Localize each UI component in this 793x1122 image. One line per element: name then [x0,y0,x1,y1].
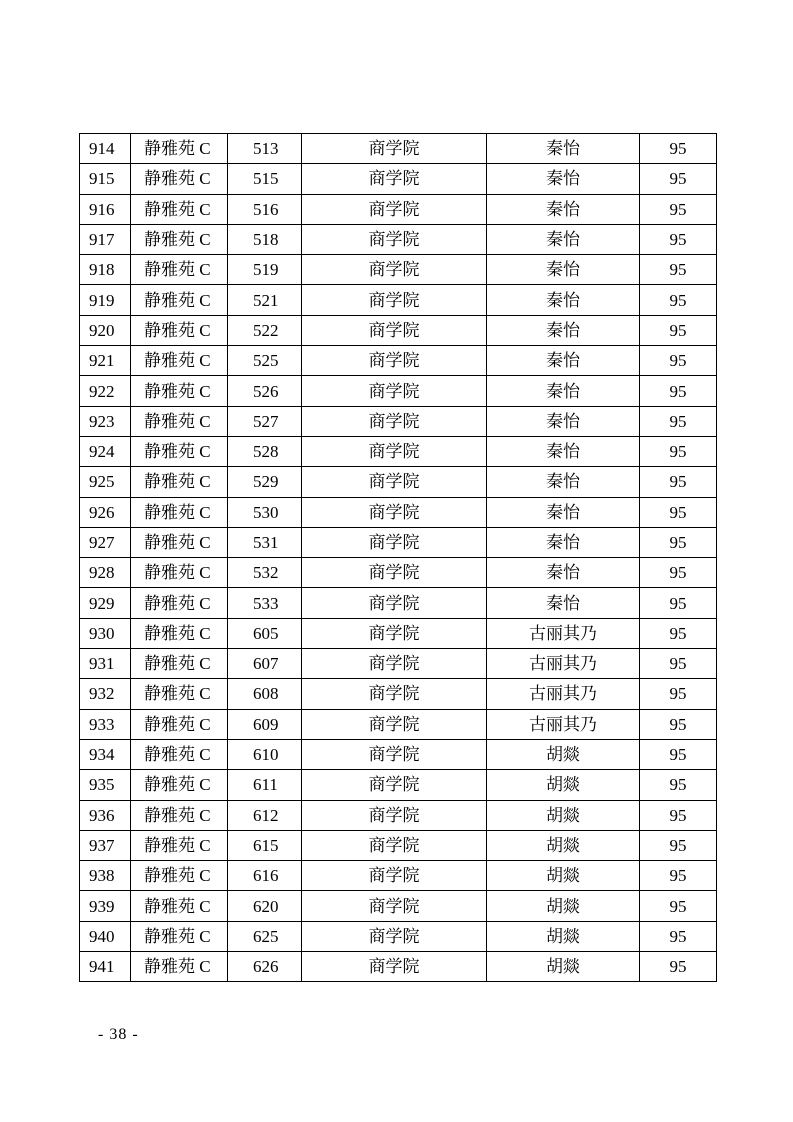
score-cell: 95 [640,527,717,557]
name-cell: 秦怡 [487,588,640,618]
building-cell: 静雅苑 C [131,134,228,164]
record-index-cell: 935 [80,770,131,800]
score-cell: 95 [640,739,717,769]
college-cell: 商学院 [302,406,487,436]
building-cell: 静雅苑 C [131,558,228,588]
building-cell: 静雅苑 C [131,436,228,466]
record-index-cell: 914 [80,134,131,164]
name-cell: 秦怡 [487,194,640,224]
table-row [80,649,717,679]
score-cell: 95 [640,800,717,830]
table-row [80,891,717,921]
name-cell: 胡燚 [487,891,640,921]
building-cell: 静雅苑 C [131,830,228,860]
college-cell: 商学院 [302,891,487,921]
table-row [80,830,717,860]
college-cell: 商学院 [302,436,487,466]
name-cell: 胡燚 [487,921,640,951]
page-number: - 38 - [98,1026,139,1043]
building-cell: 静雅苑 C [131,709,228,739]
college-cell: 商学院 [302,346,487,376]
building-cell: 静雅苑 C [131,224,228,254]
building-cell: 静雅苑 C [131,921,228,951]
college-cell: 商学院 [302,952,487,982]
table-row [80,861,717,891]
record-table [79,133,717,982]
table-row [80,255,717,285]
record-index-cell: 921 [80,346,131,376]
building-cell: 静雅苑 C [131,346,228,376]
building-cell: 静雅苑 C [131,285,228,315]
record-index-cell: 920 [80,315,131,345]
name-cell: 秦怡 [487,558,640,588]
college-cell: 商学院 [302,709,487,739]
name-cell: 秦怡 [487,497,640,527]
record-index-cell: 940 [80,921,131,951]
building-cell: 静雅苑 C [131,800,228,830]
room-number-cell: 513 [228,134,302,164]
building-cell: 静雅苑 C [131,467,228,497]
record-index-cell: 929 [80,588,131,618]
name-cell: 秦怡 [487,406,640,436]
building-cell: 静雅苑 C [131,164,228,194]
name-cell: 胡燚 [487,770,640,800]
record-index-cell: 927 [80,527,131,557]
room-number-cell: 609 [228,709,302,739]
college-cell: 商学院 [302,558,487,588]
college-cell: 商学院 [302,224,487,254]
building-cell: 静雅苑 C [131,527,228,557]
room-number-cell: 611 [228,770,302,800]
building-cell: 静雅苑 C [131,679,228,709]
record-index-cell: 939 [80,891,131,921]
name-cell: 胡燚 [487,861,640,891]
college-cell: 商学院 [302,194,487,224]
score-cell: 95 [640,497,717,527]
room-number-cell: 531 [228,527,302,557]
name-cell: 古丽其乃 [487,709,640,739]
college-cell: 商学院 [302,376,487,406]
name-cell: 秦怡 [487,285,640,315]
name-cell: 古丽其乃 [487,618,640,648]
table-row [80,618,717,648]
table-row [80,346,717,376]
table-row [80,194,717,224]
room-number-cell: 529 [228,467,302,497]
college-cell: 商学院 [302,739,487,769]
building-cell: 静雅苑 C [131,194,228,224]
building-cell: 静雅苑 C [131,406,228,436]
building-cell: 静雅苑 C [131,315,228,345]
table-row [80,679,717,709]
record-index-cell: 938 [80,861,131,891]
record-index-cell: 932 [80,679,131,709]
table-row [80,134,717,164]
building-cell: 静雅苑 C [131,588,228,618]
record-index-cell: 923 [80,406,131,436]
record-index-cell: 937 [80,830,131,860]
college-cell: 商学院 [302,679,487,709]
college-cell: 商学院 [302,861,487,891]
building-cell: 静雅苑 C [131,649,228,679]
score-cell: 95 [640,679,717,709]
table-row [80,952,717,982]
building-cell: 静雅苑 C [131,739,228,769]
room-number-cell: 533 [228,588,302,618]
room-number-cell: 522 [228,315,302,345]
table-row [80,467,717,497]
room-number-cell: 519 [228,255,302,285]
record-index-cell: 926 [80,497,131,527]
score-cell: 95 [640,315,717,345]
name-cell: 古丽其乃 [487,649,640,679]
college-cell: 商学院 [302,921,487,951]
room-number-cell: 518 [228,224,302,254]
record-index-cell: 924 [80,436,131,466]
college-cell: 商学院 [302,255,487,285]
record-index-cell: 925 [80,467,131,497]
record-index-cell: 941 [80,952,131,982]
room-number-cell: 532 [228,558,302,588]
room-number-cell: 612 [228,800,302,830]
record-index-cell: 930 [80,618,131,648]
record-index-cell: 931 [80,649,131,679]
score-cell: 95 [640,406,717,436]
record-index-cell: 917 [80,224,131,254]
building-cell: 静雅苑 C [131,770,228,800]
name-cell: 胡燚 [487,830,640,860]
score-cell: 95 [640,921,717,951]
name-cell: 秦怡 [487,436,640,466]
building-cell: 静雅苑 C [131,376,228,406]
building-cell: 静雅苑 C [131,255,228,285]
name-cell: 古丽其乃 [487,679,640,709]
table-row [80,406,717,436]
table-row [80,709,717,739]
building-cell: 静雅苑 C [131,952,228,982]
college-cell: 商学院 [302,467,487,497]
record-index-cell: 933 [80,709,131,739]
college-cell: 商学院 [302,134,487,164]
score-cell: 95 [640,376,717,406]
score-cell: 95 [640,134,717,164]
score-cell: 95 [640,436,717,466]
room-number-cell: 626 [228,952,302,982]
record-index-cell: 928 [80,558,131,588]
record-index-cell: 915 [80,164,131,194]
room-number-cell: 608 [228,679,302,709]
score-cell: 95 [640,618,717,648]
college-cell: 商学院 [302,649,487,679]
name-cell: 秦怡 [487,255,640,285]
name-cell: 秦怡 [487,164,640,194]
score-cell: 95 [640,830,717,860]
table-row [80,558,717,588]
table-row [80,770,717,800]
name-cell: 胡燚 [487,800,640,830]
college-cell: 商学院 [302,164,487,194]
building-cell: 静雅苑 C [131,861,228,891]
score-cell: 95 [640,649,717,679]
room-number-cell: 616 [228,861,302,891]
record-index-cell: 922 [80,376,131,406]
name-cell: 秦怡 [487,376,640,406]
name-cell: 秦怡 [487,346,640,376]
score-cell: 95 [640,891,717,921]
college-cell: 商学院 [302,800,487,830]
table-row [80,527,717,557]
record-index-cell: 934 [80,739,131,769]
college-cell: 商学院 [302,770,487,800]
college-cell: 商学院 [302,285,487,315]
table-row [80,588,717,618]
room-number-cell: 515 [228,164,302,194]
table-row [80,376,717,406]
score-cell: 95 [640,346,717,376]
name-cell: 胡燚 [487,739,640,769]
room-number-cell: 527 [228,406,302,436]
record-index-cell: 936 [80,800,131,830]
room-number-cell: 526 [228,376,302,406]
record-index-cell: 918 [80,255,131,285]
room-number-cell: 521 [228,285,302,315]
score-cell: 95 [640,255,717,285]
score-cell: 95 [640,194,717,224]
college-cell: 商学院 [302,588,487,618]
score-cell: 95 [640,285,717,315]
room-number-cell: 516 [228,194,302,224]
table-row [80,436,717,466]
college-cell: 商学院 [302,830,487,860]
building-cell: 静雅苑 C [131,891,228,921]
room-number-cell: 610 [228,739,302,769]
name-cell: 秦怡 [487,467,640,497]
room-number-cell: 607 [228,649,302,679]
score-cell: 95 [640,164,717,194]
college-cell: 商学院 [302,315,487,345]
table-row [80,285,717,315]
score-cell: 95 [640,952,717,982]
score-cell: 95 [640,709,717,739]
score-cell: 95 [640,467,717,497]
room-number-cell: 528 [228,436,302,466]
name-cell: 秦怡 [487,527,640,557]
college-cell: 商学院 [302,497,487,527]
table-row [80,497,717,527]
table-row [80,224,717,254]
score-cell: 95 [640,224,717,254]
name-cell: 胡燚 [487,952,640,982]
table-row [80,800,717,830]
table-row [80,315,717,345]
building-cell: 静雅苑 C [131,497,228,527]
score-cell: 95 [640,861,717,891]
name-cell: 秦怡 [487,134,640,164]
record-table-body [80,134,717,982]
record-index-cell: 916 [80,194,131,224]
room-number-cell: 620 [228,891,302,921]
table-row [80,164,717,194]
room-number-cell: 525 [228,346,302,376]
name-cell: 秦怡 [487,224,640,254]
name-cell: 秦怡 [487,315,640,345]
record-index-cell: 919 [80,285,131,315]
score-cell: 95 [640,558,717,588]
building-cell: 静雅苑 C [131,618,228,648]
table-row [80,739,717,769]
room-number-cell: 530 [228,497,302,527]
room-number-cell: 615 [228,830,302,860]
room-number-cell: 605 [228,618,302,648]
room-number-cell: 625 [228,921,302,951]
college-cell: 商学院 [302,618,487,648]
college-cell: 商学院 [302,527,487,557]
score-cell: 95 [640,770,717,800]
table-row [80,921,717,951]
score-cell: 95 [640,588,717,618]
